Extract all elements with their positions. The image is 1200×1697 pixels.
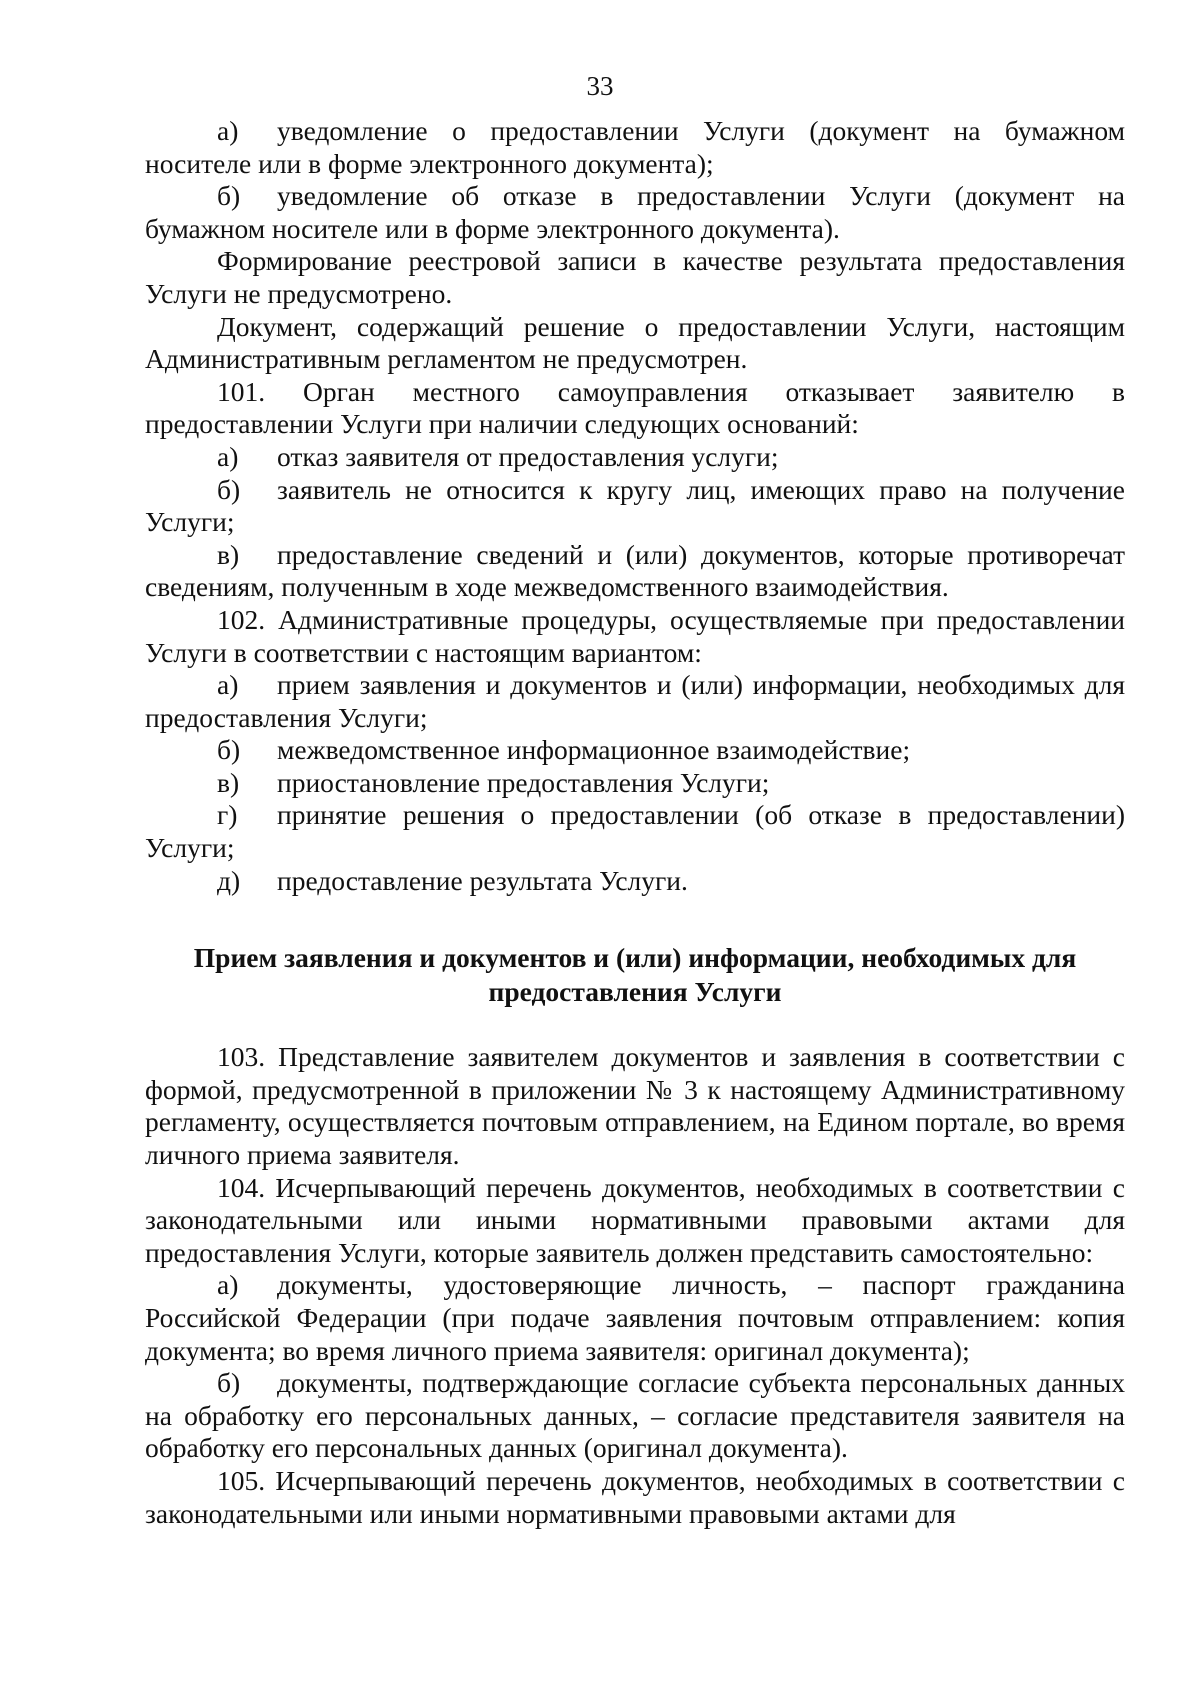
- list-item-label: б): [217, 180, 241, 212]
- paragraph: 101. Орган местного самоуправления отказывает заявителю в предоставлении Услуги при наличии следующих оснований:: [145, 375, 1125, 440]
- list-item-text: уведомление о предоставлении Услуги (документ на бумажном носителе или в форме электронного документа);: [145, 115, 1125, 179]
- document-body: [145, 115, 1125, 1530]
- list-item: [145, 441, 1125, 474]
- list-item-label: в): [217, 538, 240, 570]
- list-item-text: принятие решения о предоставлении (об отказе в предоставлении) Услуги;: [145, 799, 1125, 864]
- list-item-text: отказ заявителя от предоставления услуги;: [277, 440, 779, 472]
- list-item: [145, 1269, 1125, 1367]
- list-item: [145, 865, 1125, 898]
- list-item: [145, 1367, 1125, 1465]
- list-item: [145, 767, 1125, 800]
- list-item-text: приостановление предоставления Услуги;: [277, 766, 770, 798]
- list-item-text: предоставление результата Услуги.: [277, 864, 688, 896]
- paragraph: 103. Представление заявителем документов и заявления в соответствии с формой, предусмотренной в приложении № 3 к настоящему Административному регламенту, осуществляется почтовым отправлением, на Едином портале, во время личного приема заявителя.: [145, 1041, 1125, 1171]
- list-item-text: документы, подтверждающие согласие субъекта персональных данных на обработку его персональных данных, – согласие представителя заявителя на обработку его персональных данных (оригинал документа).: [145, 1367, 1125, 1464]
- text-section-bottom: [145, 1041, 1125, 1530]
- list-item-label: б): [217, 734, 241, 766]
- list-item-label: г): [217, 799, 238, 831]
- section-heading: Прием заявления и документов и (или) информации, необходимых для предоставления Услуги: [193, 942, 1077, 1008]
- paragraph: 102. Административные процедуры, осуществляемые при предоставлении Услуги в соответствии с настоящим вариантом:: [145, 603, 1125, 668]
- list-item-text: прием заявления и документов и (или) информации, необходимых для предоставления Услуги;: [145, 669, 1125, 733]
- list-item-text: межведомственное информационное взаимодействие;: [277, 734, 911, 766]
- list-item-text: заявитель не относится к кругу лиц, имеющих право на получение Услуги;: [145, 473, 1125, 538]
- page-number: 33: [586, 71, 614, 101]
- list-item-text: документы, удостоверяющие личность, – паспорт гражданина Российской Федерации (при подаче заявления почтовым отправлением: копия документа; во время личного приема заявителя: оригинал документа);: [145, 1269, 1125, 1366]
- list-item: [145, 799, 1125, 864]
- list-item-label: б): [217, 473, 241, 505]
- list-item-label: д): [217, 864, 241, 896]
- list-item: [145, 115, 1125, 180]
- list-item-label: а): [217, 1269, 239, 1301]
- paragraph: 104. Исчерпывающий перечень документов, необходимых в соответствии с законодательными или иными нормативными правовыми актами для предоставления Услуги, которые заявитель должен представить самостоятельно:: [145, 1171, 1125, 1268]
- list-item: [145, 539, 1125, 604]
- list-item-label: а): [217, 115, 239, 146]
- list-item-text: предоставление сведений и (или) документов, которые противоречат сведениям, полученным в ходе межведомственного взаимодействия.: [145, 538, 1125, 603]
- paragraph: 105. Исчерпывающий перечень документов, необходимых в соответствии с законодательными или иными нормативными правовыми актами для: [145, 1464, 1125, 1529]
- list-item-label: а): [217, 440, 239, 472]
- list-item-label: а): [217, 669, 239, 701]
- list-item: [145, 734, 1125, 767]
- paragraph: Документ, содержащий решение о предоставлении Услуги, настоящим Административным регламентом не предусмотрен.: [145, 310, 1125, 375]
- list-item: [145, 669, 1125, 734]
- list-item-label: в): [217, 766, 240, 798]
- list-item-text: уведомление об отказе в предоставлении Услуги (документ на бумажном носителе или в форме электронного документа).: [145, 180, 1125, 244]
- list-item: [145, 474, 1125, 539]
- text-section-top: [145, 115, 1125, 897]
- list-item: [145, 180, 1125, 245]
- paragraph: Формирование реестровой записи в качестве результата предоставления Услуги не предусмотрено.: [145, 245, 1125, 309]
- list-item-label: б): [217, 1367, 241, 1399]
